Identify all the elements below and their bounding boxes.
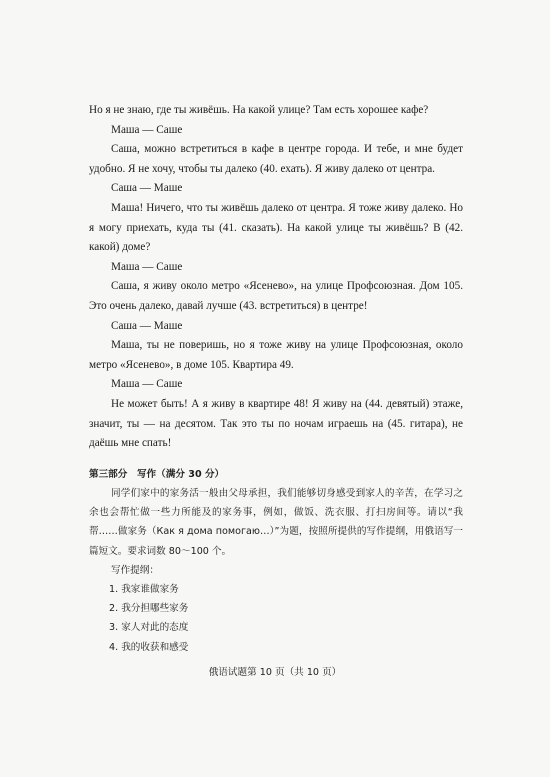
dialogue-speaker: Саша — Маше: [111, 319, 183, 332]
page-footer: 俄语试题第 10 页（共 10 页）: [208, 667, 342, 678]
section-title: 第三部分 写作（满分 30 分）: [89, 468, 225, 480]
outline-item: 2. 我分担哪些家务: [109, 603, 189, 615]
outline-item: 1. 我家谁做家务: [109, 583, 179, 595]
outline-item: 4. 我的收获和感受: [109, 641, 189, 653]
dialogue-line: Саша, я живу около метро «Ясенево», на улице Профсоюзная. Дом 105. Это очень далеко, давай лучше (43. встретиться) в центре!: [89, 280, 463, 312]
dialogue-speaker: Маша — Саше: [111, 123, 183, 136]
dialogue-line: Не может быть! А я живу в квартире 48! Я живу на (44. девятый) этаже, значит, ты — на десятом. Так это ты по ночам играешь на (45. гитара), не даёшь мне спать!: [89, 397, 463, 450]
dialogue-line: Саша, можно встретиться в кафе в центре города. И тебе, и мне будет удобно. Я не хочу, чтобы ты далеко (40. ехать). Я живу далеко от центра.: [89, 143, 463, 175]
page-content: [89, 101, 463, 657]
outline-title: 写作提纲：: [111, 564, 159, 576]
dialogue-line: Маша! Ничего, что ты живёшь далеко от центра. Я тоже живу далеко. Но я могу приехать, куда ты (41. сказать). На какой улице ты живёшь? В (42. какой) доме?: [89, 201, 463, 254]
dialogue-speaker: Маша — Саше: [111, 378, 183, 391]
dialogue-speaker: Саша — Маше: [111, 182, 183, 195]
dialogue-line: Но я не знаю, где ты живёшь. На какой улице? Там есть хорошее кафе?: [89, 104, 429, 116]
writing-instructions: 同学们家中的家务活一般由父母承担，我们能够切身感受到家人的辛苦，在学习之余也会帮忙做一些力所能及的家务事，例如，做饭、洗衣服、打扫房间等。请以“我帮……做家务（Как я дома помогаю…）”为题，按照所提供的写作提纲，用俄语写一篇短文。要求词数 80～100 个。: [89, 487, 463, 557]
dialogue-line: Маша, ты не поверишь, но я тоже живу на улице Профсоюзная, около метро «Ясенево», в доме 105. Квартира 49.: [89, 339, 463, 371]
dialogue-speaker: Маша — Саше: [111, 260, 183, 273]
outline-item: 3. 家人对此的态度: [109, 622, 189, 634]
